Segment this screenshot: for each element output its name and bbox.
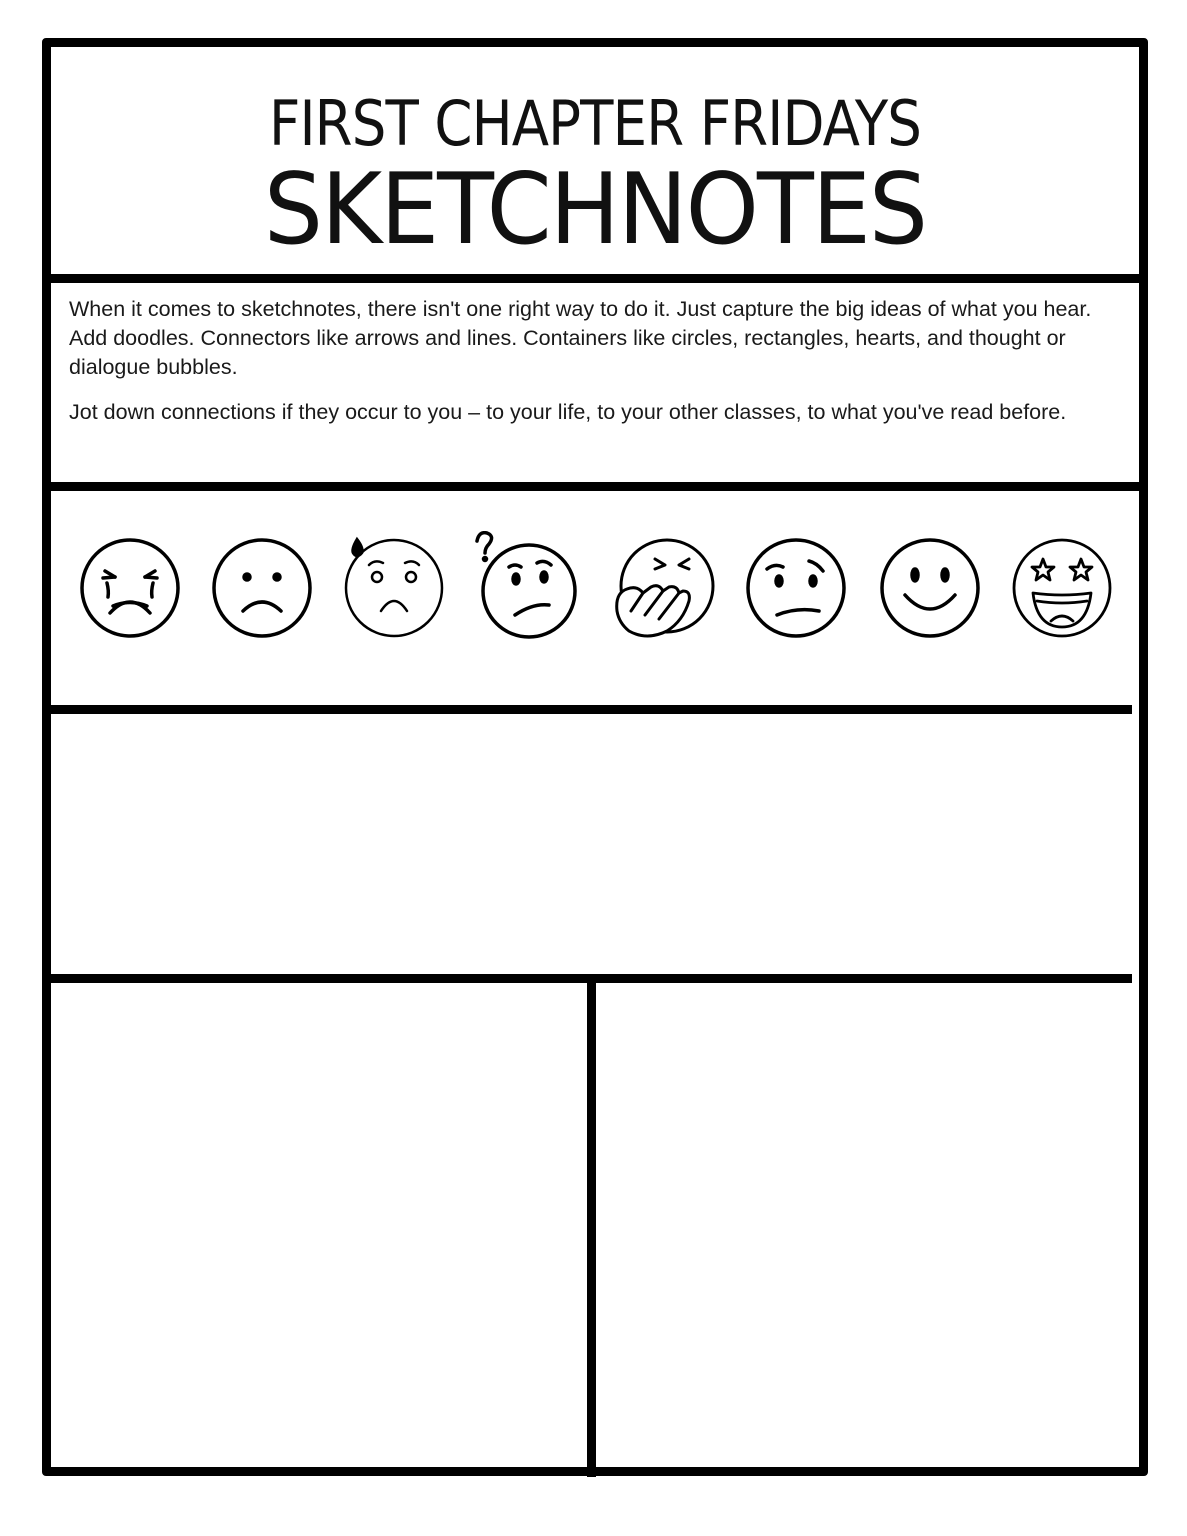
divider-faces	[49, 705, 1132, 714]
notes-box-wide[interactable]	[51, 714, 1134, 974]
instructions-paragraph-2: Jot down connections if they occur to you – to your life, to your other classes, to what you've read before.	[69, 400, 1067, 424]
yawning-face-icon[interactable]	[607, 531, 717, 646]
worksheet-frame	[42, 38, 1148, 1476]
instructions-section	[69, 295, 1129, 443]
notes-box-left[interactable]	[51, 983, 585, 1468]
header-section	[51, 47, 1139, 274]
page-subtitle: FIRST CHAPTER FRIDAYS	[268, 87, 922, 160]
frowning-face-icon[interactable]	[207, 531, 317, 646]
confused-question-face-icon[interactable]	[471, 531, 581, 646]
anxious-sweat-face-icon[interactable]	[339, 531, 449, 646]
divider-instructions	[49, 482, 1141, 491]
crying-face-icon[interactable]	[75, 531, 185, 646]
reaction-faces-row	[75, 531, 1135, 661]
divider-header	[49, 274, 1141, 283]
divider-vertical	[587, 979, 596, 1477]
instructions-paragraph-1: When it comes to sketchnotes, there isn't one right way to do it. Just capture the big ideas of what you hear. Add doodles. Connectors like arrows and lines. Containers like circles, rectangles, hearts, and thought or dialogue bubbles.	[69, 297, 1092, 379]
page-title: SKETCHNOTES	[263, 153, 927, 267]
smiling-face-icon[interactable]	[875, 531, 985, 646]
star-struck-face-icon[interactable]	[1007, 531, 1117, 646]
notes-box-right[interactable]	[597, 983, 1137, 1468]
unsure-face-icon[interactable]	[741, 531, 851, 646]
